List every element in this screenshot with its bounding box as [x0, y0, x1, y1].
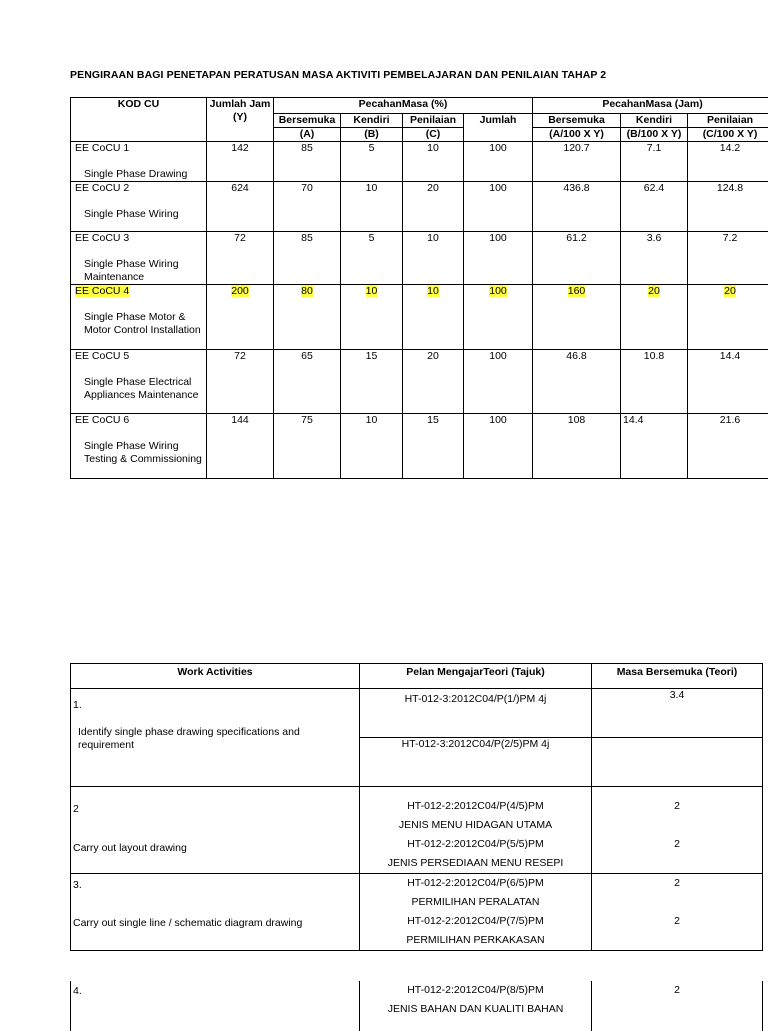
- cell-b: 10: [366, 285, 378, 297]
- cell-bj: 10.8: [621, 350, 688, 414]
- page-title: PENGIRAAN BAGI PENETAPAN PERATUSAN MASA AKTIVITI PEMBELAJARAN DAN PENILAIAN TAHAP 2: [70, 69, 606, 81]
- header-kendiri-jam: Kendiri: [621, 114, 688, 128]
- masa-value: 2: [594, 874, 760, 893]
- activity-number: 4.: [73, 985, 357, 998]
- masa-value: 2: [594, 797, 760, 816]
- cell-bj: 7.1: [621, 142, 688, 182]
- cell-cj: 7.2: [688, 232, 768, 285]
- header-jumlah: Jumlah: [464, 114, 533, 142]
- header-b: (B): [341, 128, 403, 142]
- header-pecahan-jam: PecahanMasa (Jam): [533, 98, 768, 114]
- cell-a: 85: [274, 142, 341, 182]
- cell-total: 100: [464, 182, 533, 232]
- cu-code: EE CoCU 5: [75, 350, 129, 362]
- masa-cell-empty: [592, 738, 763, 787]
- cu-code: EE CoCU 4: [75, 285, 129, 297]
- cell-c: 15: [403, 414, 464, 479]
- plan-topic: PERMILIHAN PERKAKASAN: [362, 931, 589, 950]
- cu-name: Single Phase Wiring Testing & Commissioning: [75, 440, 204, 466]
- header-pecahan-pct: PecahanMasa (%): [274, 98, 533, 114]
- cell-y: 142: [207, 142, 274, 182]
- cell-total: 100: [489, 285, 507, 297]
- cell-y: 72: [207, 350, 274, 414]
- header-work-activities: Work Activities: [71, 664, 360, 689]
- masa-value: 2: [594, 835, 760, 854]
- header-bersemuka: Bersemuka: [274, 114, 341, 128]
- cell-a: 85: [274, 232, 341, 285]
- cu-code: EE CoCU 2: [75, 182, 129, 194]
- table-row: [71, 874, 763, 951]
- activity-text: Carry out single line / schematic diagram drawing: [73, 917, 357, 930]
- masa-cell: 3.4: [592, 689, 763, 738]
- cu-name: Single Phase Motor & Motor Control Installation: [75, 311, 204, 337]
- cell-c: 20: [403, 350, 464, 414]
- cell-aj: 108: [533, 414, 621, 479]
- cell-aj: 120.7: [533, 142, 621, 182]
- plan-code: HT-012-2:2012C04/P(7/5)PM: [362, 912, 589, 931]
- table-row: [71, 787, 763, 874]
- activity-number: 1.: [73, 699, 357, 712]
- table-row: [71, 414, 768, 479]
- cell-aj: 436.8: [533, 182, 621, 232]
- cell-bj: 14.4: [621, 414, 688, 479]
- cell-bj: 62.4: [621, 182, 688, 232]
- table-row-highlighted: [71, 285, 768, 350]
- cell-aj: 61.2: [533, 232, 621, 285]
- cell-y: 200: [231, 285, 249, 297]
- activity-number: 2: [73, 803, 357, 816]
- cell-aj: 46.8: [533, 350, 621, 414]
- cell-cj: 14.2: [688, 142, 768, 182]
- cell-y: 624: [207, 182, 274, 232]
- plan-code: HT-012-2:2012C04/P(5/5)PM: [362, 835, 589, 854]
- cell-cj: 20: [724, 285, 736, 297]
- cell-bj: 3.6: [621, 232, 688, 285]
- header-jumlah-jam: Jumlah Jam (Y): [207, 98, 274, 142]
- table-row: [71, 182, 768, 232]
- cu-code: EE CoCU 3: [75, 232, 129, 244]
- plan-topic: JENIS MENU HIDAGAN UTAMA: [362, 816, 589, 835]
- header-masa-bersemuka: Masa Bersemuka (Teori): [592, 664, 763, 689]
- header-penilaian-jam: Penilaian: [688, 114, 768, 128]
- table-row: [71, 350, 768, 414]
- cell-a: 80: [301, 285, 313, 297]
- cell-a: 75: [274, 414, 341, 479]
- cell-b: 15: [341, 350, 403, 414]
- header-c: (C): [403, 128, 464, 142]
- cell-a: 70: [274, 182, 341, 232]
- cell-aj: 160: [568, 285, 586, 297]
- cell-c: 10: [427, 285, 439, 297]
- masa-value: 2: [594, 981, 760, 1000]
- activity-text: Identify single phase drawing specifications and requirement: [73, 726, 318, 752]
- header-a-formula: (A/100 X Y): [533, 128, 621, 142]
- header-pelan-mengajar: Pelan MengajarTeori (Tajuk): [360, 664, 592, 689]
- cell-bj: 20: [648, 285, 660, 297]
- activity-text: Carry out layout drawing: [73, 842, 357, 855]
- table-row: [71, 142, 768, 182]
- activity-number: 3.: [73, 879, 357, 892]
- plan-cell: HT-012-3:2012C04/P(1/)PM 4j: [360, 689, 592, 738]
- masa-value: 2: [594, 912, 760, 931]
- plan-code: HT-012-2:2012C04/P(4/5)PM: [362, 797, 589, 816]
- cell-total: 100: [464, 142, 533, 182]
- cell-total: 100: [464, 350, 533, 414]
- cell-a: 65: [274, 350, 341, 414]
- cu-name: Single Phase Electrical Appliances Maintenance: [75, 376, 204, 402]
- cu-code: EE CoCU 6: [75, 414, 129, 426]
- cell-b: 5: [341, 232, 403, 285]
- cell-c: 10: [403, 142, 464, 182]
- header-penilaian: Penilaian: [403, 114, 464, 128]
- cu-code: EE CoCU 1: [75, 142, 129, 154]
- header-kod-cu: KOD CU: [71, 98, 207, 142]
- cu-name: Single Phase Wiring: [75, 208, 204, 221]
- cell-y: 144: [207, 414, 274, 479]
- cell-cj: 124.8: [688, 182, 768, 232]
- plan-cell: HT-012-3:2012C04/P(2/5)PM 4j: [360, 738, 592, 787]
- header-bersemuka-jam: Bersemuka: [533, 114, 621, 128]
- header-b-formula: (B/100 X Y): [621, 128, 688, 142]
- cell-total: 100: [464, 414, 533, 479]
- plan-code: HT-012-2:2012C04/P(8/5)PM: [362, 981, 589, 1000]
- plan-topic: JENIS PERSEDIAAN MENU RESEPI: [362, 854, 589, 873]
- cell-cj: 14.4: [688, 350, 768, 414]
- cell-b: 10: [341, 182, 403, 232]
- time-allocation-table: [70, 97, 768, 479]
- header-kendiri: Kendiri: [341, 114, 403, 128]
- plan-code: HT-012-2:2012C04/P(6/5)PM: [362, 874, 589, 893]
- table-row: [71, 232, 768, 285]
- cell-y: 72: [207, 232, 274, 285]
- table-row: [71, 689, 763, 738]
- header-a: (A): [274, 128, 341, 142]
- cell-c: 10: [403, 232, 464, 285]
- cell-total: 100: [464, 232, 533, 285]
- cell-b: 5: [341, 142, 403, 182]
- cu-name: Single Phase Wiring Maintenance: [75, 258, 204, 284]
- cell-cj: 21.6: [688, 414, 768, 479]
- header-c-formula: (C/100 X Y): [688, 128, 768, 142]
- cell-b: 10: [341, 414, 403, 479]
- cell-c: 20: [403, 182, 464, 232]
- plan-topic: JENIS BAHAN DAN KUALITI BAHAN: [362, 1000, 589, 1019]
- plan-topic: PERMILIHAN PERALATAN: [362, 893, 589, 912]
- work-activities-table: [70, 663, 763, 951]
- cu-name: Single Phase Drawing: [75, 168, 204, 181]
